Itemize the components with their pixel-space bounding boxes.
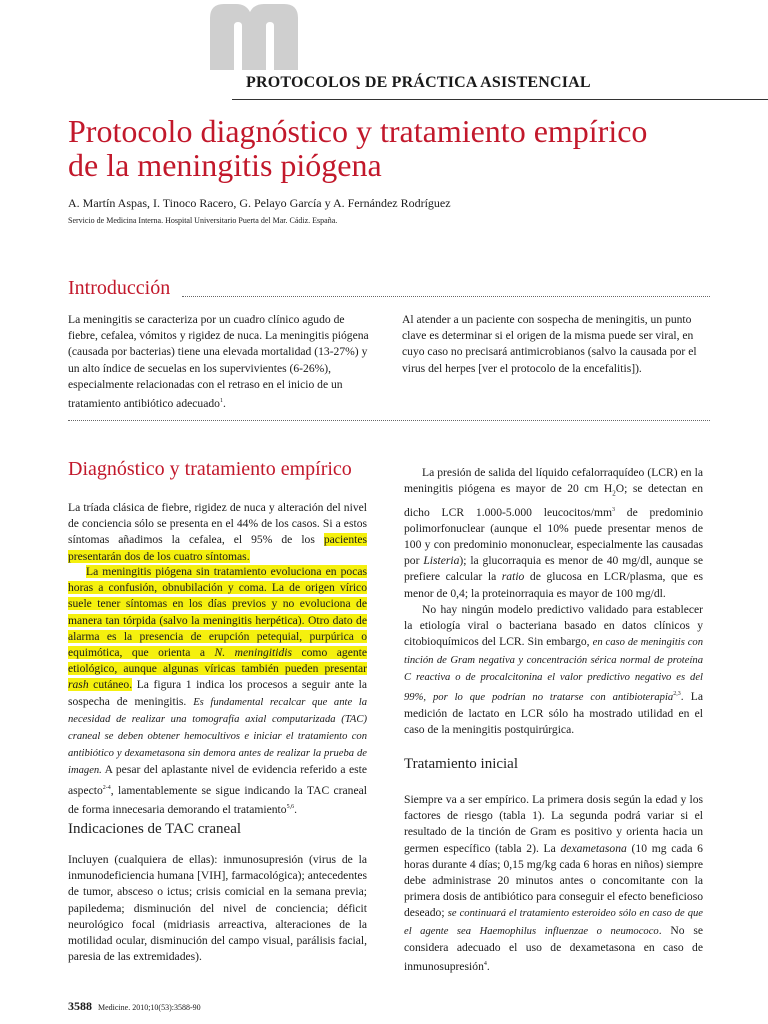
intro-bottom-dotted-rule [68,420,710,421]
title-line-2: de la meningitis piógena [68,147,382,183]
lcr-paragraph-1: La presión de salida del líquido cefalorraquídeo (LCR) en la meningitis piógena es mayor de 20 cm $H_2O$; se detectan en dicho LCR 1.000-5.000 leucocitos/$mm^3$ de predominio polimorfonuclear (aunque el 10% puede presentar menos de 100 y con predominio mononuclear, especialmente las causadas por Listeria); la glucorraquia es menor de 40 mg/dl, aunque se prefiere calcular la ratio de glucosa en LCR/plasma, que es menor de 0,4; la proteinorraquia es mayor de 100 mg/dl. [404,466,703,600]
lcr-paragraph-2: No hay ningún modelo predictivo validado para establecer la etiología viral o bacteriana basado en datos clínicos y citobioquímicos del LCR. Sin embargo, en caso de meningitis con tinción de Gram negativa y concentración sérica normal de proteína C reactiva o de procalcitonina el valor predictivo negativo es del 99%, por lo que podrían no tratarse con antibioterapia$^{2,3}$. La medición de lactato en LCR sólo ha mostrado utilidad en el caso de la meningitis postquirúrgica. [404,603,703,737]
intro-dotted-rule [182,296,710,297]
diag-paragraph-2: La meningitis piógena sin tratamiento evoluciona en pocas horas a confusión, obnubilación y coma. La de origen vírico suele tener síntomas en los días previos y no evoluciona de manera tan tórpida (salvo la meningitis herpética). Otro dato de alarma es la presencia de erupción petequial, purpúrica o equimótica, que orienta a N. meningitidis como agente etiológico, aunque algunas víricas también pueden presentar rash cutáneo. La figura 1 indica los procesos a seguir ante la sospecha de meningitis. Es fundamental recalcar que ante la necesidad de realizar una tomografía axial computarizada (TAC) craneal se deben obtener hemocultivos e iniciar el tratamiento con antibiótico y dexametasona sin demora antes de realizar la prueba de imagen. A pesar del aplastante nivel de evidencia referido a este aspecto$^{2-4}$, lamentablemente se sigue indicando la TAC craneal de forma innecesaria demorando el tratamiento$^{5,6}$. [68,565,368,816]
header-rule [232,99,768,100]
tac-heading: Indicaciones de TAC craneal [68,821,242,837]
authors: A. Martín Aspas, I. Tinoco Racero, G. Pelayo García y A. Fernández Rodríguez [68,196,451,210]
diag-paragraph-1: La tríada clásica de fiebre, rigidez de nuca y alteración del nivel de conciencia sólo se presenta en el 44% de los casos. Si a estos síntomas añadimos la cefalea, el 95% de los pacientes presentarán dos de los cuatro síntomas. [68,501,367,563]
medicine-m-logo-icon [206,0,302,70]
article-title [68,114,748,182]
intro-right-paragraph: Al atender a un paciente con sospecha de meningitis, un punto clave es determinar si el origen de la misma puede ser viral, en cuyo caso no precisará antimicrobianos (salvo la causada por el virus del herpes [ver el protocolo de la encefalitis]). [402,313,697,375]
title-line-1: Protocolo diagnóstico y tratamiento empírico [68,113,648,149]
page-footer [68,999,201,1014]
tac-paragraph: Incluyen (cualquiera de ellas): inmunosupresión (virus de la inmunodeficiencia humana [VIH], farmacológica); antecedentes de tumor, absceso o ictus; crisis comicial en la semana previa; papiledema; disminución del nivel de conciencia; déficit neurológico focal (midriasis arreactiva, alteraciones de la motilidad ocular, disminución del campo visual, parálisis facial, paresia de las extremidades). [68,853,367,964]
diag-heading: Diagnóstico y tratamiento empírico [68,458,352,480]
section-header: PROTOCOLOS DE PRÁCTICA ASISTENCIAL [246,74,591,91]
tratamiento-paragraph: Siempre va a ser empírico. La primera dosis según la edad y los factores de riesgo (tabla 1). La segunda podrá variar si el resultado de la tinción de Gram es positivo y orienta hacia un germen específico (tabla 2). La dexametasona (10 mg cada 6 horas durante 4 días; 0,15 mg/kg cada 6 horas en niños) siempre debe administrase 20 minutos antes o concomitante con la primera dosis de antibiótico para conseguir el efecto beneficioso deseado; se continuará el tratamiento esteroideo sólo en caso de que el agente sea Haemophilus influenzae o neumococo. No se considera adecuado el uso de dexametasona en caso de inmunosupresión$^4$. [404,793,703,973]
citation: Medicine. 2010;10(53):3588-90 [98,1003,201,1012]
intro-heading: Introducción [68,277,171,299]
intro-left-paragraph: La meningitis se caracteriza por un cuadro clínico agudo de fiebre, cefalea, vómitos y rigidez de nuca. La meningitis piógena (causada por bacterias) tiene una elevada mortalidad (13-27%) y un alto índice de secuelas en los supervivientes (6-26%), especialmente relacionadas con el retraso en el inicio de un tratamiento antibiótico adecuado$^1$. [68,313,369,410]
page-number: 3588 [68,999,92,1013]
tratamiento-heading: Tratamiento inicial [404,756,519,772]
affiliation: Servicio de Medicina Interna. Hospital Universitario Puerta del Mar. Cádiz. España. [68,216,338,225]
